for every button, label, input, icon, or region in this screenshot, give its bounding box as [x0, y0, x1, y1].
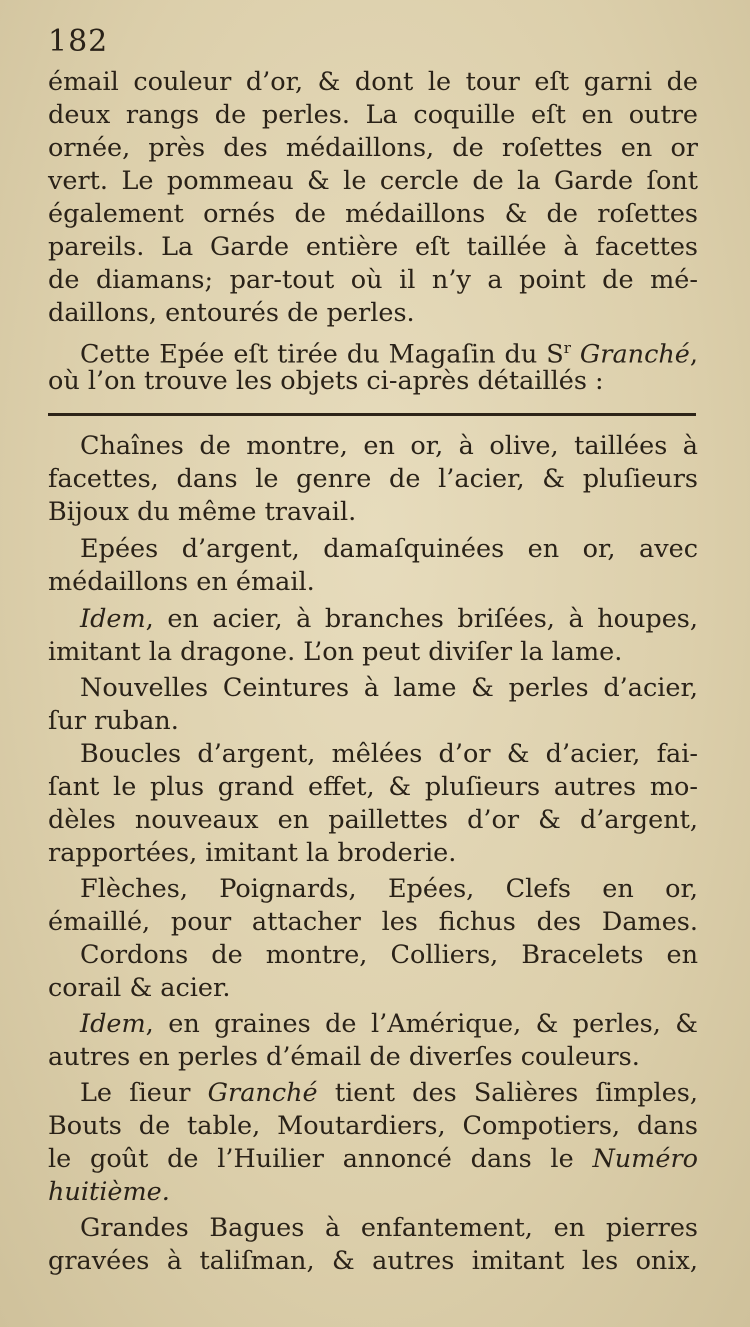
text-line: pareils. La Garde entière eſt taillée à facettes	[48, 232, 698, 262]
text-line: Grandes Bagues à enfantement, en pierres	[80, 1213, 698, 1243]
text-line: huitième.	[48, 1177, 170, 1207]
text-line: Bouts de table, Moutardiers, Compotiers, dans	[48, 1111, 698, 1141]
text-line: deux rangs de perles. La coquille eſt en outre	[48, 100, 698, 130]
merchant-name: Granché	[570, 339, 690, 370]
page-number: 182	[48, 24, 109, 59]
text-line: daillons, entourés de perles.	[48, 298, 415, 328]
numero-italic: Numéro	[592, 1144, 698, 1174]
text-line: facettes, dans le genre de l’acier, & pluſieurs	[48, 464, 698, 494]
text-line: Epées d’argent, damaſquinées en or, avec	[80, 534, 698, 564]
section-divider	[48, 413, 696, 416]
text-line: Cordons de montre, Colliers, Bracelets en	[80, 940, 698, 970]
text-line: dèles nouveaux en paillettes d’or & d’argent,	[48, 805, 698, 835]
text-line: Boucles d’argent, mêlées d’or & d’acier, fai-	[80, 739, 698, 769]
intro-text: Cette Epée eſt tirée du Magaſin du S	[80, 339, 564, 370]
idem-text: , en graines de l’Amérique, & perles, &	[145, 1009, 698, 1039]
text-line: Bijoux du même travail.	[48, 497, 357, 527]
text-line: Nouvelles Ceintures à lame & perles d’acier,	[80, 673, 698, 703]
text-line: émail couleur d’or, & dont le tour eſt garni de	[48, 67, 698, 97]
intro-sup: r	[563, 339, 571, 357]
text-line: ſant le plus grand effet, & pluſieurs autres mo-	[48, 772, 698, 802]
text-line: imitant la dragone. L’on peut diviſer la lame.	[48, 637, 623, 667]
idem-text: , en acier, à branches briſées, à houpes,	[145, 604, 698, 634]
idem-line	[80, 1008, 698, 1041]
text-line: ornée, près des médaillons, de roſettes en or	[48, 133, 698, 163]
idem-line	[80, 603, 698, 636]
text-line: Flèches, Poignards, Epées, Clefs en or,	[80, 874, 698, 904]
granche-b: tient des Salières ſimples,	[317, 1078, 698, 1108]
granche-line-3	[48, 1143, 698, 1176]
granche-a: Le ſieur	[80, 1078, 208, 1108]
intro-end: ,	[689, 339, 698, 370]
text-line: Chaînes de montre, en or, à olive, taillées à	[80, 431, 698, 461]
granche-line	[80, 1077, 698, 1110]
idem-italic: Idem	[80, 604, 146, 634]
idem-italic: Idem	[80, 1009, 146, 1039]
text-line: rapportées, imitant la broderie.	[48, 838, 457, 868]
text-line: de diamans; par-tout où il n’y a point de mé-	[48, 265, 698, 295]
granche-name: Granché	[207, 1078, 318, 1108]
text-line: gravées à taliſman, & autres imitant les onix,	[48, 1246, 698, 1276]
text-line: autres en perles d’émail de diverſes couleurs.	[48, 1042, 640, 1072]
text-line: médaillons en émail.	[48, 567, 315, 597]
granche-line3a: le goût de l’Huilier annoncé dans le	[48, 1144, 593, 1174]
text-line: également ornés de médaillons & de roſettes	[48, 199, 698, 229]
text-line: vert. Le pommeau & le cercle de la Garde ſont	[48, 166, 698, 196]
text-line: émaillé, pour attacher les fichus des Dames.	[48, 907, 698, 937]
text-line: corail & acier.	[48, 973, 231, 1003]
text-line: ſur ruban.	[48, 706, 179, 736]
intro-line-2: où l’on trouve les objets ci-après détaillés :	[48, 366, 604, 396]
